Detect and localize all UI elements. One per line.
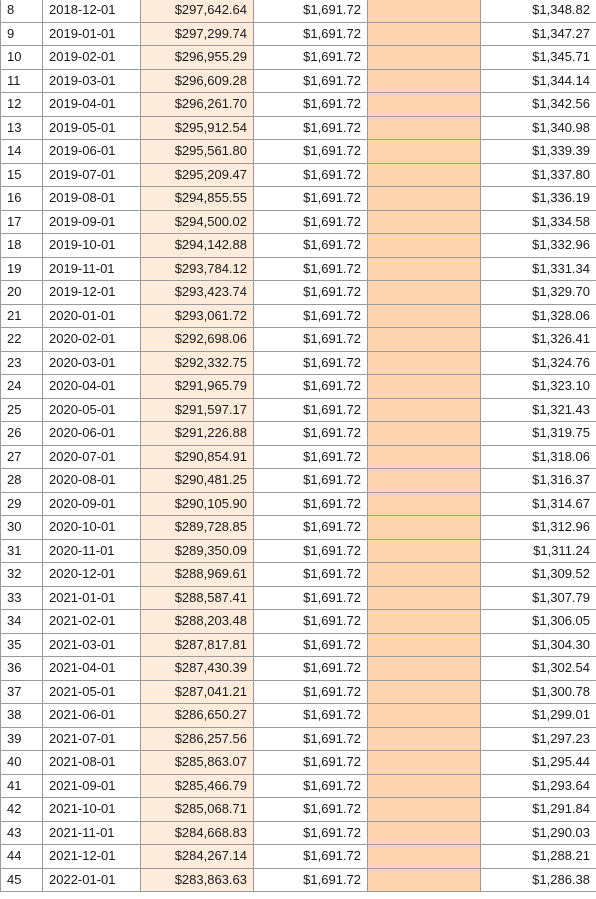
balance-cell[interactable]: $296,955.29 [141,46,254,70]
interest-cell[interactable]: $1,348.82 [481,0,596,22]
balance-cell[interactable]: $294,855.55 [141,187,254,211]
table-row [1,727,596,751]
table-row [1,610,596,634]
payment-date-cell[interactable]: 2020-02-01 [43,328,141,352]
table-row [1,328,596,352]
interest-cell[interactable]: $1,307.79 [481,586,596,610]
payment-number-cell[interactable]: 34 [1,610,43,634]
payment-number-cell[interactable]: 18 [1,234,43,258]
payment-amount-cell[interactable]: $1,691.72 [254,375,368,399]
balance-cell[interactable]: $286,650.27 [141,704,254,728]
table-row [1,563,596,587]
balance-cell[interactable]: $296,261.70 [141,93,254,117]
balance-cell[interactable]: $293,784.12 [141,257,254,281]
payment-date-cell[interactable]: 2019-05-01 [43,116,141,140]
payment-date-cell[interactable]: 2019-10-01 [43,234,141,258]
balance-cell[interactable]: $286,257.56 [141,727,254,751]
payment-number-cell[interactable]: 42 [1,798,43,822]
extra-payment-cell[interactable] [368,234,481,258]
interest-cell[interactable]: $1,302.54 [481,657,596,681]
extra-payment-cell[interactable] [368,210,481,234]
payment-date-cell[interactable]: 2020-11-01 [43,539,141,563]
payment-amount-cell[interactable]: $1,691.72 [254,257,368,281]
payment-amount-cell[interactable]: $1,691.72 [254,304,368,328]
payment-date-cell[interactable]: 2021-11-01 [43,821,141,845]
payment-amount-cell[interactable]: $1,691.72 [254,469,368,493]
table-row [1,751,596,775]
payment-amount-cell[interactable]: $1,691.72 [254,234,368,258]
payment-date-cell[interactable]: 2020-10-01 [43,516,141,540]
extra-payment-cell[interactable] [368,680,481,704]
payment-date-cell[interactable]: 2022-01-01 [43,868,141,892]
interest-cell[interactable]: $1,290.03 [481,821,596,845]
balance-cell[interactable]: $297,299.74 [141,22,254,46]
balance-cell[interactable]: $295,561.80 [141,140,254,164]
extra-payment-cell[interactable] [368,375,481,399]
extra-payment-cell[interactable] [368,469,481,493]
interest-cell[interactable]: $1,316.37 [481,469,596,493]
payment-date-cell[interactable]: 2019-06-01 [43,140,141,164]
table-row [1,398,596,422]
interest-cell[interactable]: $1,306.05 [481,610,596,634]
extra-payment-cell[interactable] [368,586,481,610]
extra-payment-cell[interactable] [368,445,481,469]
interest-cell[interactable]: $1,295.44 [481,751,596,775]
payment-amount-cell[interactable]: $1,691.72 [254,69,368,93]
extra-payment-cell[interactable] [368,328,481,352]
table-row [1,46,596,70]
payment-date-cell[interactable]: 2020-01-01 [43,304,141,328]
interest-cell[interactable]: $1,339.39 [481,140,596,164]
payment-amount-cell[interactable]: $1,691.72 [254,563,368,587]
balance-cell[interactable]: $283,863.63 [141,868,254,892]
interest-cell[interactable]: $1,304.30 [481,633,596,657]
balance-cell[interactable]: $291,226.88 [141,422,254,446]
balance-cell[interactable]: $287,817.81 [141,633,254,657]
balance-cell[interactable]: $293,423.74 [141,281,254,305]
payment-amount-cell[interactable]: $1,691.72 [254,845,368,869]
payment-date-cell[interactable]: 2019-11-01 [43,257,141,281]
payment-amount-cell[interactable]: $1,691.72 [254,93,368,117]
balance-cell[interactable]: $292,332.75 [141,351,254,375]
table-row [1,516,596,540]
payment-number-cell[interactable]: 14 [1,140,43,164]
balance-cell[interactable]: $291,597.17 [141,398,254,422]
balance-cell[interactable]: $291,965.79 [141,375,254,399]
table-row [1,210,596,234]
payment-number-cell[interactable]: 9 [1,22,43,46]
interest-cell[interactable]: $1,337.80 [481,163,596,187]
interest-cell[interactable]: $1,291.84 [481,798,596,822]
table-row [1,234,596,258]
extra-payment-cell[interactable] [368,0,481,22]
table-row [1,0,596,22]
table-row [1,187,596,211]
payment-amount-cell[interactable]: $1,691.72 [254,445,368,469]
balance-cell[interactable]: $284,267.14 [141,845,254,869]
payment-number-cell[interactable]: 36 [1,657,43,681]
payment-date-cell[interactable]: 2020-08-01 [43,469,141,493]
table-row [1,680,596,704]
payment-number-cell[interactable]: 37 [1,680,43,704]
table-row [1,281,596,305]
table-row [1,422,596,446]
payment-date-cell[interactable]: 2020-05-01 [43,398,141,422]
payment-date-cell[interactable]: 2021-04-01 [43,657,141,681]
balance-cell[interactable]: $288,969.61 [141,563,254,587]
payment-date-cell[interactable]: 2019-08-01 [43,187,141,211]
extra-payment-cell[interactable] [368,22,481,46]
payment-date-cell[interactable]: 2021-05-01 [43,680,141,704]
extra-payment-cell[interactable] [368,492,481,516]
balance-cell[interactable]: $288,587.41 [141,586,254,610]
interest-cell[interactable]: $1,300.78 [481,680,596,704]
table-row [1,116,596,140]
table-row [1,586,596,610]
payment-amount-cell[interactable]: $1,691.72 [254,422,368,446]
payment-date-cell[interactable]: 2019-01-01 [43,22,141,46]
table-row [1,798,596,822]
extra-payment-cell[interactable] [368,69,481,93]
table-row [1,445,596,469]
balance-cell[interactable]: $284,668.83 [141,821,254,845]
table-row [1,351,596,375]
payment-amount-cell[interactable]: $1,691.72 [254,516,368,540]
payment-date-cell[interactable]: 2021-08-01 [43,751,141,775]
balance-cell[interactable]: $290,481.25 [141,469,254,493]
payment-amount-cell[interactable]: $1,691.72 [254,680,368,704]
payment-amount-cell[interactable]: $1,691.72 [254,751,368,775]
payment-number-cell[interactable]: 23 [1,351,43,375]
payment-amount-cell[interactable]: $1,691.72 [254,398,368,422]
payment-number-cell[interactable]: 28 [1,469,43,493]
table-row [1,704,596,728]
extra-payment-cell[interactable] [368,398,481,422]
extra-payment-cell[interactable] [368,140,481,164]
extra-payment-cell[interactable] [368,845,481,869]
extra-payment-cell[interactable] [368,798,481,822]
payment-amount-cell[interactable]: $1,691.72 [254,328,368,352]
extra-payment-cell[interactable] [368,304,481,328]
extra-payment-cell[interactable] [368,727,481,751]
table-body [1,0,596,892]
payment-number-cell[interactable]: 32 [1,563,43,587]
table-row [1,163,596,187]
table-row [1,469,596,493]
payment-number-cell[interactable]: 15 [1,163,43,187]
interest-cell[interactable]: $1,288.21 [481,845,596,869]
interest-cell[interactable]: $1,331.34 [481,257,596,281]
payment-number-cell[interactable]: 22 [1,328,43,352]
payment-amount-cell[interactable]: $1,691.72 [254,351,368,375]
payment-date-cell[interactable]: 2021-07-01 [43,727,141,751]
payment-date-cell[interactable]: 2020-03-01 [43,351,141,375]
payment-date-cell[interactable]: 2021-01-01 [43,586,141,610]
payment-number-cell[interactable]: 43 [1,821,43,845]
interest-cell[interactable]: $1,323.10 [481,375,596,399]
payment-amount-cell[interactable]: $1,691.72 [254,657,368,681]
payment-date-cell[interactable]: 2019-09-01 [43,210,141,234]
interest-cell[interactable]: $1,312.96 [481,516,596,540]
payment-number-cell[interactable]: 40 [1,751,43,775]
table-row [1,257,596,281]
payment-date-cell[interactable]: 2019-03-01 [43,69,141,93]
extra-payment-cell[interactable] [368,116,481,140]
extra-payment-cell[interactable] [368,633,481,657]
balance-cell[interactable]: $288,203.48 [141,610,254,634]
payment-number-cell[interactable]: 12 [1,93,43,117]
interest-cell[interactable]: $1,293.64 [481,774,596,798]
payment-number-cell[interactable]: 17 [1,210,43,234]
balance-cell[interactable]: $285,466.79 [141,774,254,798]
table-row [1,93,596,117]
payment-number-cell[interactable]: 30 [1,516,43,540]
payment-number-cell[interactable]: 21 [1,304,43,328]
balance-cell[interactable]: $294,142.88 [141,234,254,258]
payment-amount-cell[interactable]: $1,691.72 [254,610,368,634]
interest-cell[interactable]: $1,309.52 [481,563,596,587]
payment-number-cell[interactable]: 8 [1,0,43,22]
payment-amount-cell[interactable]: $1,691.72 [254,586,368,610]
payment-date-cell[interactable]: 2020-09-01 [43,492,141,516]
payment-date-cell[interactable]: 2020-12-01 [43,563,141,587]
interest-cell[interactable]: $1,286.38 [481,868,596,892]
payment-date-cell[interactable]: 2021-02-01 [43,610,141,634]
payment-amount-cell[interactable]: $1,691.72 [254,22,368,46]
interest-cell[interactable]: $1,329.70 [481,281,596,305]
balance-cell[interactable]: $294,500.02 [141,210,254,234]
extra-payment-cell[interactable] [368,539,481,563]
table-row [1,375,596,399]
payment-amount-cell[interactable]: $1,691.72 [254,116,368,140]
balance-cell[interactable]: $287,430.39 [141,657,254,681]
table-row [1,492,596,516]
payment-number-cell[interactable]: 25 [1,398,43,422]
table-row [1,868,596,892]
payment-amount-cell[interactable]: $1,691.72 [254,0,368,22]
payment-number-cell[interactable]: 45 [1,868,43,892]
interest-cell[interactable]: $1,326.41 [481,328,596,352]
balance-cell[interactable]: $292,698.06 [141,328,254,352]
balance-cell[interactable]: $290,105.90 [141,492,254,516]
balance-cell[interactable]: $296,609.28 [141,69,254,93]
payment-amount-cell[interactable]: $1,691.72 [254,187,368,211]
interest-cell[interactable]: $1,336.19 [481,187,596,211]
payment-date-cell[interactable]: 2019-02-01 [43,46,141,70]
interest-cell[interactable]: $1,347.27 [481,22,596,46]
payment-amount-cell[interactable]: $1,691.72 [254,868,368,892]
payment-date-cell[interactable]: 2020-04-01 [43,375,141,399]
payment-amount-cell[interactable]: $1,691.72 [254,140,368,164]
payment-amount-cell[interactable]: $1,691.72 [254,46,368,70]
extra-payment-cell[interactable] [368,774,481,798]
payment-date-cell[interactable]: 2018-12-01 [43,0,141,22]
payment-date-cell[interactable]: 2019-07-01 [43,163,141,187]
payment-date-cell[interactable]: 2019-12-01 [43,281,141,305]
payment-number-cell[interactable]: 10 [1,46,43,70]
interest-cell[interactable]: $1,345.71 [481,46,596,70]
payment-amount-cell[interactable]: $1,691.72 [254,727,368,751]
payment-date-cell[interactable]: 2020-06-01 [43,422,141,446]
payment-amount-cell[interactable]: $1,691.72 [254,492,368,516]
table-row [1,69,596,93]
extra-payment-cell[interactable] [368,351,481,375]
payment-date-cell[interactable]: 2019-04-01 [43,93,141,117]
extra-payment-cell[interactable] [368,821,481,845]
interest-cell[interactable]: $1,332.96 [481,234,596,258]
payment-number-cell[interactable]: 41 [1,774,43,798]
interest-cell[interactable]: $1,314.67 [481,492,596,516]
table-row [1,22,596,46]
interest-cell[interactable]: $1,324.76 [481,351,596,375]
payment-amount-cell[interactable]: $1,691.72 [254,821,368,845]
table-row [1,821,596,845]
table-row [1,539,596,563]
payment-number-cell[interactable]: 24 [1,375,43,399]
balance-cell[interactable]: $289,350.09 [141,539,254,563]
payment-date-cell[interactable]: 2021-10-01 [43,798,141,822]
table-row [1,304,596,328]
payment-number-cell[interactable]: 26 [1,422,43,446]
payment-number-cell[interactable]: 20 [1,281,43,305]
payment-amount-cell[interactable]: $1,691.72 [254,774,368,798]
extra-payment-cell[interactable] [368,868,481,892]
table-row [1,845,596,869]
payment-date-cell[interactable]: 2021-06-01 [43,704,141,728]
balance-cell[interactable]: $293,061.72 [141,304,254,328]
payment-number-cell[interactable]: 31 [1,539,43,563]
interest-cell[interactable]: $1,319.75 [481,422,596,446]
payment-date-cell[interactable]: 2021-03-01 [43,633,141,657]
balance-cell[interactable]: $285,068.71 [141,798,254,822]
payment-amount-cell[interactable]: $1,691.72 [254,704,368,728]
balance-cell[interactable]: $290,854.91 [141,445,254,469]
payment-number-cell[interactable]: 44 [1,845,43,869]
extra-payment-cell[interactable] [368,704,481,728]
extra-payment-cell[interactable] [368,516,481,540]
payment-amount-cell[interactable]: $1,691.72 [254,539,368,563]
balance-cell[interactable]: $295,912.54 [141,116,254,140]
extra-payment-cell[interactable] [368,163,481,187]
payment-number-cell[interactable]: 39 [1,727,43,751]
balance-cell[interactable]: $295,209.47 [141,163,254,187]
payment-number-cell[interactable]: 35 [1,633,43,657]
payment-number-cell[interactable]: 38 [1,704,43,728]
extra-payment-cell[interactable] [368,281,481,305]
payment-amount-cell[interactable]: $1,691.72 [254,633,368,657]
interest-cell[interactable]: $1,344.14 [481,69,596,93]
balance-cell[interactable]: $297,642.64 [141,0,254,22]
table-row [1,774,596,798]
extra-payment-cell[interactable] [368,46,481,70]
interest-cell[interactable]: $1,321.43 [481,398,596,422]
payment-number-cell[interactable]: 27 [1,445,43,469]
payment-date-cell[interactable]: 2020-07-01 [43,445,141,469]
payment-date-cell[interactable]: 2021-09-01 [43,774,141,798]
payment-number-cell[interactable]: 16 [1,187,43,211]
payment-number-cell[interactable]: 13 [1,116,43,140]
interest-cell[interactable]: $1,297.23 [481,727,596,751]
payment-number-cell[interactable]: 19 [1,257,43,281]
extra-payment-cell[interactable] [368,422,481,446]
balance-cell[interactable]: $287,041.21 [141,680,254,704]
table-row [1,657,596,681]
interest-cell[interactable]: $1,340.98 [481,116,596,140]
payment-amount-cell[interactable]: $1,691.72 [254,163,368,187]
balance-cell[interactable]: $289,728.85 [141,516,254,540]
payment-amount-cell[interactable]: $1,691.72 [254,798,368,822]
extra-payment-cell[interactable] [368,563,481,587]
table-row [1,633,596,657]
extra-payment-cell[interactable] [368,751,481,775]
extra-payment-cell[interactable] [368,93,481,117]
interest-cell[interactable]: $1,328.06 [481,304,596,328]
payment-number-cell[interactable]: 11 [1,69,43,93]
extra-payment-cell[interactable] [368,610,481,634]
interest-cell[interactable]: $1,342.56 [481,93,596,117]
extra-payment-cell[interactable] [368,657,481,681]
table-row [1,140,596,164]
payment-amount-cell[interactable]: $1,691.72 [254,210,368,234]
balance-cell[interactable]: $285,863.07 [141,751,254,775]
interest-cell[interactable]: $1,311.24 [481,539,596,563]
interest-cell[interactable]: $1,299.01 [481,704,596,728]
payment-number-cell[interactable]: 29 [1,492,43,516]
interest-cell[interactable]: $1,318.06 [481,445,596,469]
extra-payment-cell[interactable] [368,187,481,211]
extra-payment-cell[interactable] [368,257,481,281]
payment-amount-cell[interactable]: $1,691.72 [254,281,368,305]
interest-cell[interactable]: $1,334.58 [481,210,596,234]
payment-date-cell[interactable]: 2021-12-01 [43,845,141,869]
payment-number-cell[interactable]: 33 [1,586,43,610]
